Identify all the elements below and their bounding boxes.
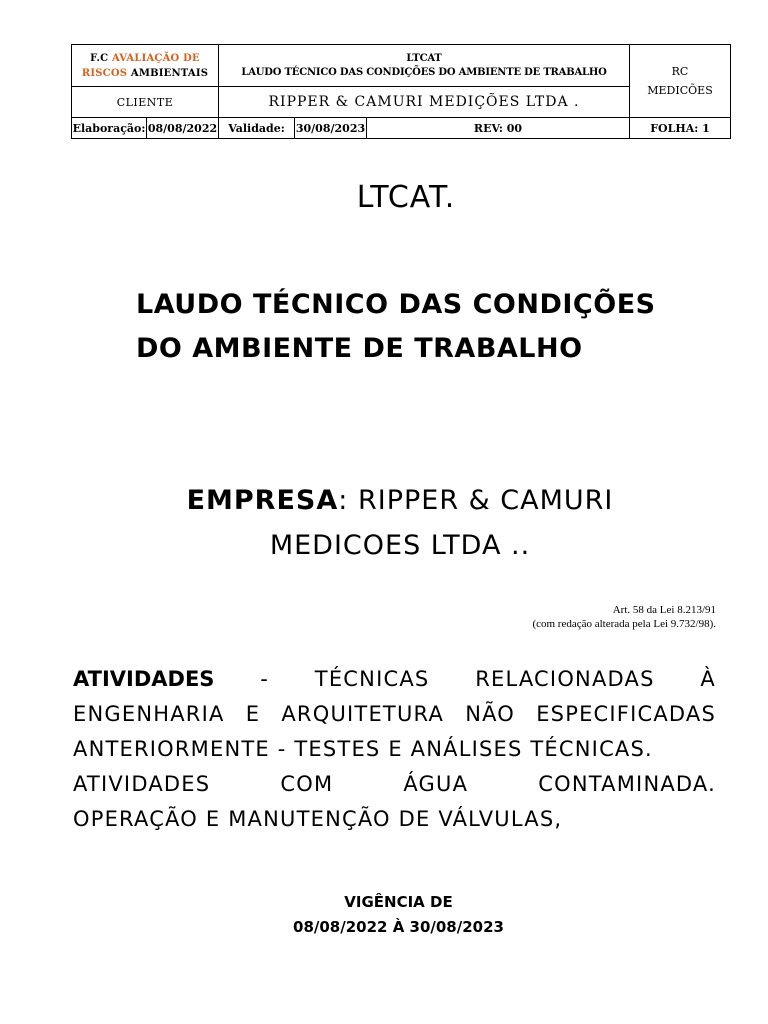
- document-code: LTCAT: [406, 52, 442, 64]
- laudo-title: [136, 283, 756, 371]
- validade-date: 30/08/2023: [295, 118, 367, 139]
- atividades-valvulas: OPERAÇÃO E MANUTENÇÃO DE VÁLVULAS,: [73, 807, 563, 831]
- empresa-name-line-1: RIPPER & CAMURI: [357, 485, 614, 516]
- document-title-cell: [219, 45, 630, 87]
- main-title: LTCAT.: [356, 180, 456, 215]
- document-header-table: [71, 44, 731, 139]
- law-reference: [532, 603, 716, 631]
- atividades-block: [73, 662, 716, 837]
- law-reference-line-2: (com redação alterada pela Lei 9.732/98).: [532, 618, 716, 630]
- atividades-agua: ATIVIDADES COM ÁGUA CONTAMINADA.: [73, 772, 716, 796]
- sheet-number: FOLHA: 1: [630, 118, 731, 139]
- company-name-highlight-1: AVALIAÇÃO DE: [111, 52, 200, 64]
- vigencia-period: 08/08/2022 À 30/08/2023: [293, 918, 504, 936]
- rc-label: RC: [671, 65, 689, 78]
- company-prefix: F.C: [90, 52, 109, 64]
- company-name-highlight-2: RISCOS: [81, 67, 128, 79]
- empresa-colon: :: [338, 485, 349, 516]
- elaboracao-label: Elaboração:: [72, 118, 147, 139]
- laudo-title-line-1: LAUDO TÉCNICO DAS CONDIÇÕES: [136, 289, 656, 320]
- vigencia-block: [0, 890, 768, 940]
- atividades-description: - TÉCNICAS RELACIONADAS À ENGENHARIA E ARQUITETURA NÃO ESPECIFICADAS ANTERIORMENTE - TESTES E ANÁLISES TÉCNICAS.: [73, 667, 716, 761]
- vigencia-label: VIGÊNCIA DE: [344, 893, 453, 911]
- laudo-title-line-2: DO AMBIENTE DE TRABALHO: [136, 333, 583, 364]
- empresa-block: [100, 478, 700, 568]
- company-name-cell: [72, 45, 219, 87]
- validade-label: Validade:: [219, 118, 295, 139]
- rc-medicoes-cell: [630, 45, 731, 118]
- empresa-label: EMPRESA: [186, 485, 339, 516]
- empresa-name-line-2: MEDICOES LTDA ..: [269, 530, 531, 561]
- client-name: RIPPER & CAMURI MEDIÇÕES LTDA .: [219, 87, 630, 118]
- law-reference-line-1: Art. 58 da Lei 8.213/91: [612, 604, 716, 616]
- client-label: CLIENTE: [72, 87, 219, 118]
- atividades-label: ATIVIDADES: [73, 667, 215, 691]
- medicoes-label: MEDICÕES: [647, 84, 713, 97]
- company-suffix: AMBIENTAIS: [130, 67, 209, 79]
- document-full-title: LAUDO TÉCNICO DAS CONDIÇÕES DO AMBIENTE DE TRABALHO: [241, 66, 607, 78]
- revision: REV: 00: [367, 118, 630, 139]
- elaboracao-date: 08/08/2022: [147, 118, 219, 139]
